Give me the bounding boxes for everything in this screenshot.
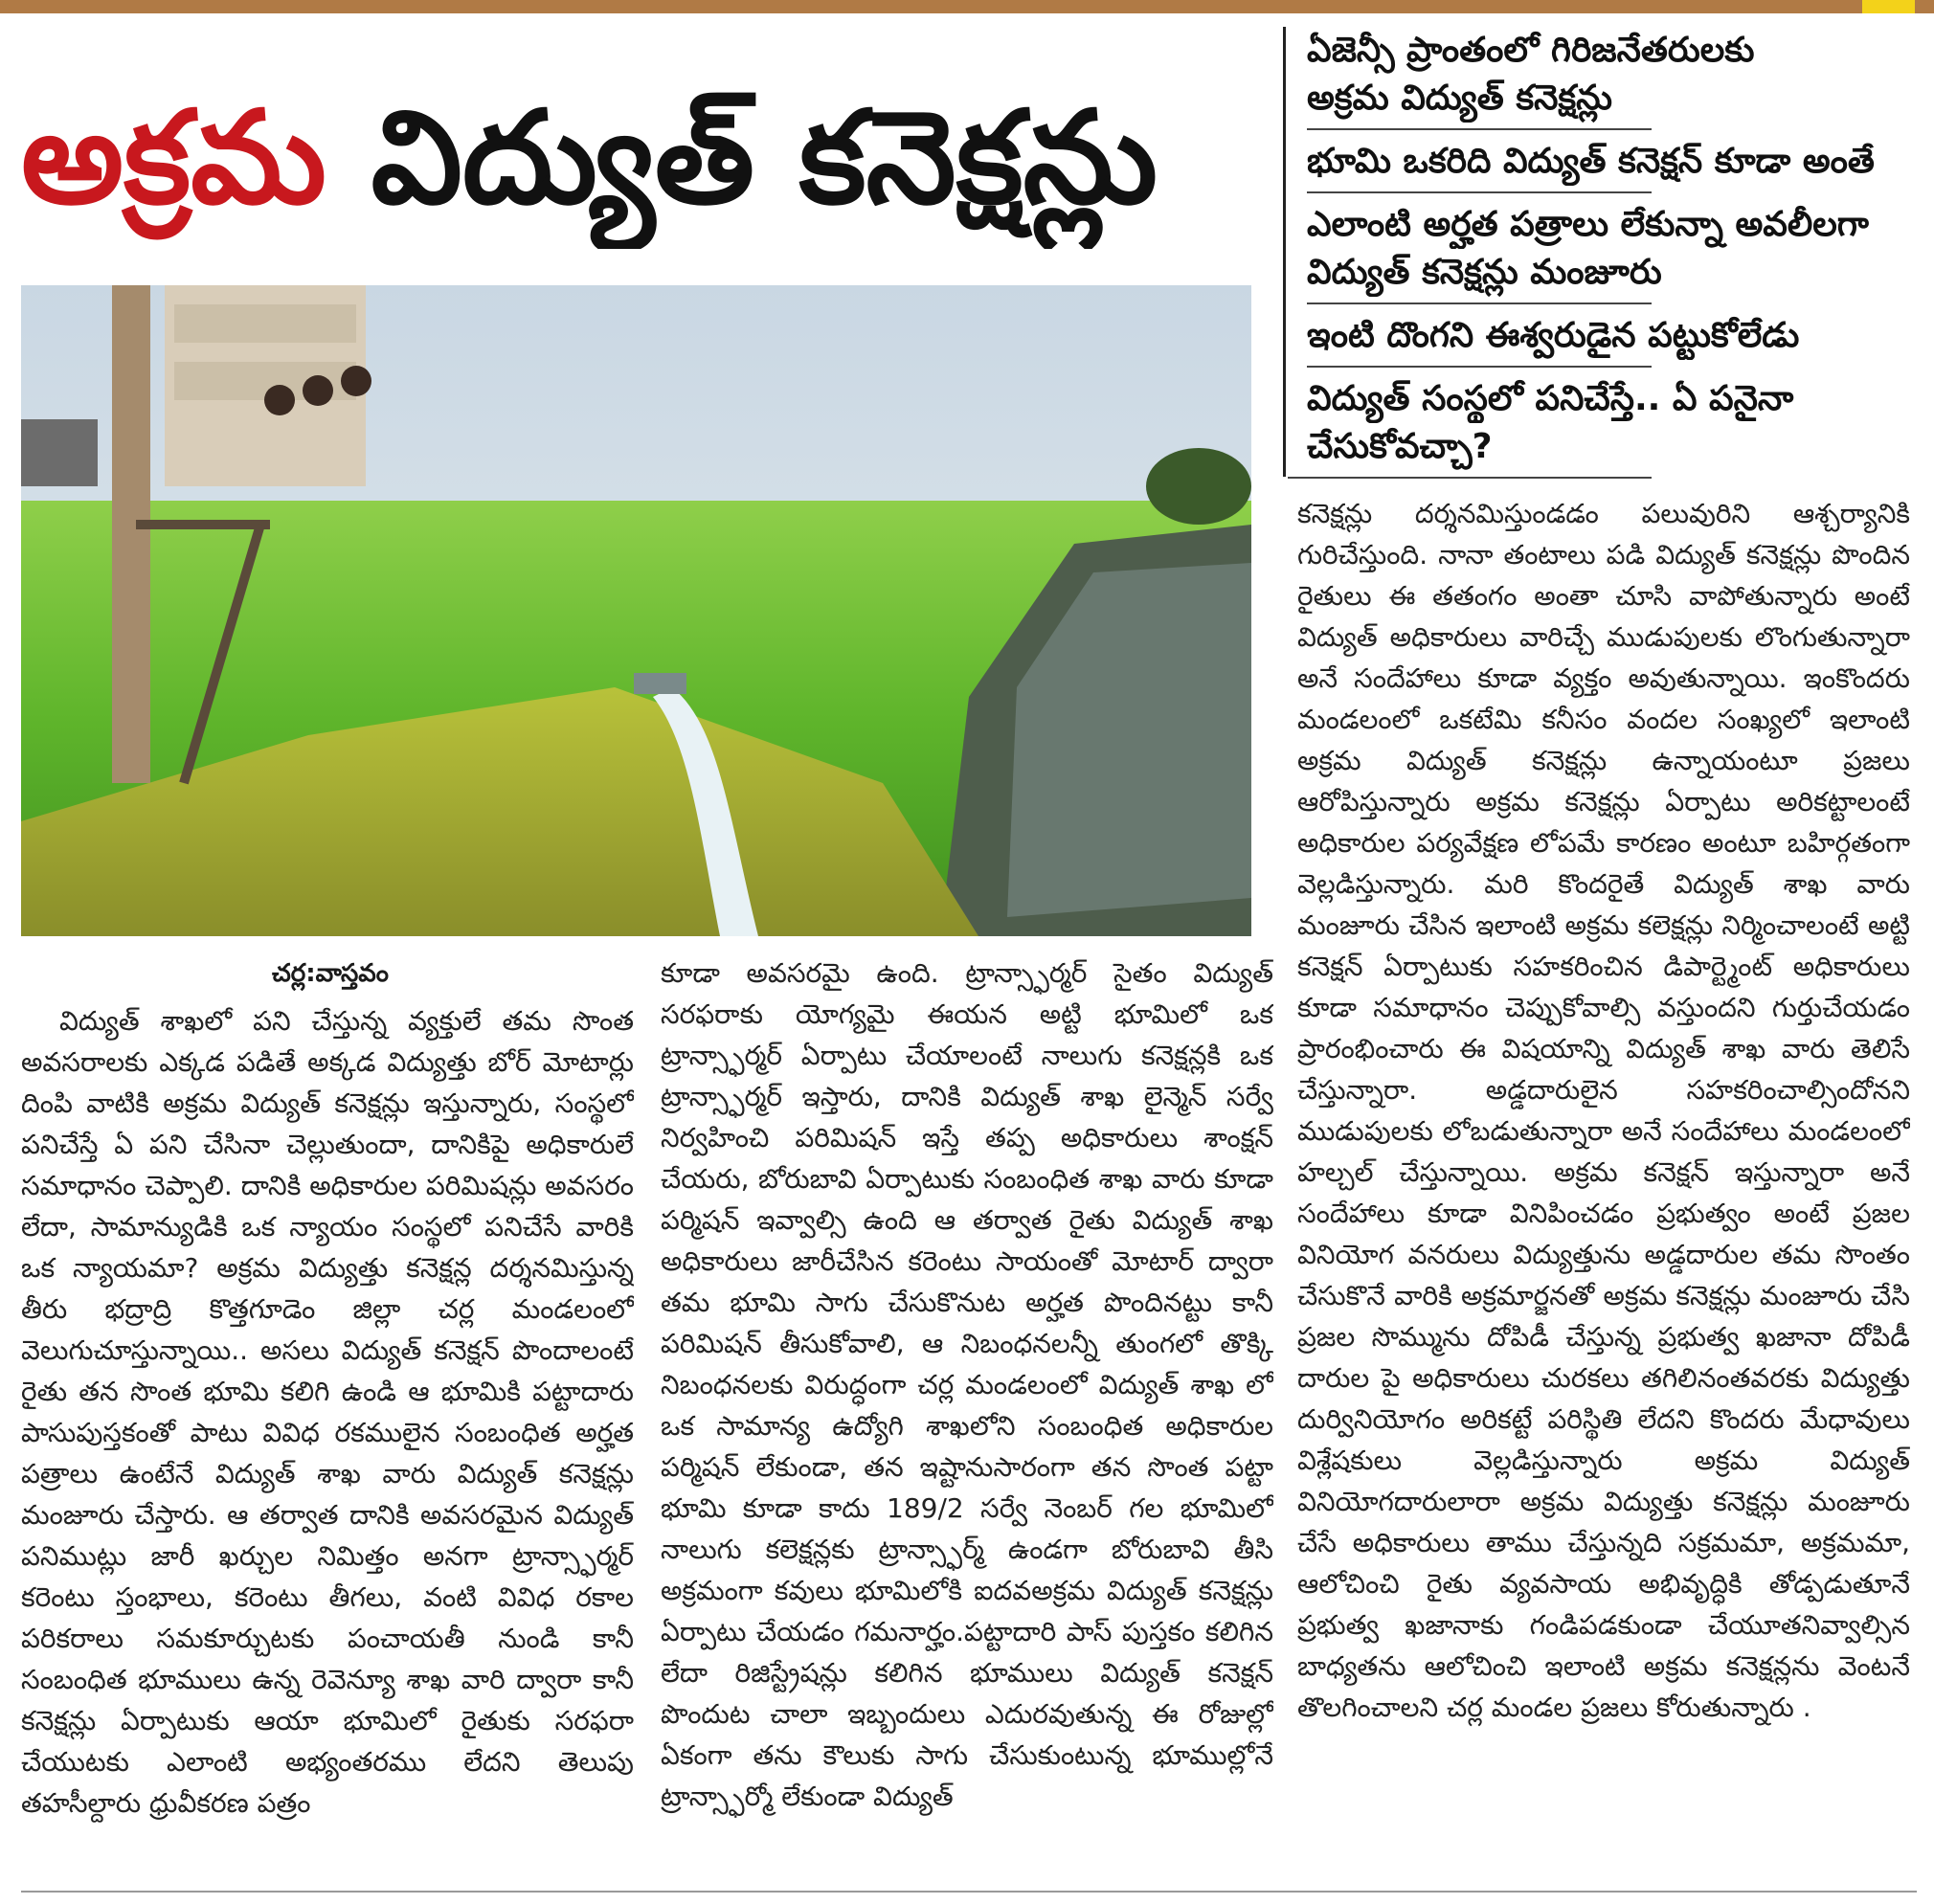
subhead-divider — [1283, 27, 1286, 477]
bottom-rule — [21, 1891, 1917, 1893]
sub-headline: అక్రమ విద్యుత్ కనెక్షన్లు — [1307, 78, 1612, 118]
headline-black-part: విద్యుత్ కనెక్షన్లు — [371, 83, 1158, 233]
article-column-1: విద్యుత్ శాఖలో పని చేస్తున్న వ్యక్తులే తమ సొంత అవసరాలకు ఎక్కడ పడితే అక్కడ విద్యుత్తు బోర్ మోటార్లు దింపి వాటికి అక్రమ విద్యుత్ కనెక్షన్లు ఇస్తున్నారు, సంస్థలో పనిచేస్తే ఏ పని చేసినా చెల్లుతుందా, దానికిపై అధికారులే సమాధానం చెప్పాలి. దానికి అధికారుల పరిమిషన్లు అవసరం లేదా, సామాన్యుడికి ఒక న్యాయం సంస్థలో పనిచేసే వారికి ఒక న్యాయమా? అక్రమ విద్యుత్తు కనెక్షన్ల దర్శనమిస్తున్న తీరు భద్రాద్రి కొత్తగూడెం జిల్లా చర్ల మండలంలో వెలుగుచూస్తున్నాయి.. అసలు విద్యుత్ కనెక్షన్ పొందాలంటే రైతు తన సొంత భూమి కలిగి ఉండి ఆ భూమికి పట్టాదారు పాసుపుస్తకంతో పాటు వివిధ రకములైన సంబంధిత అర్హత పత్రాలు ఉంటేనే విద్యుత్ శాఖ వారు విద్యుత్ కనెక్షన్లు మంజూరు చేస్తారు. ఆ తర్వాత దానికి అవసరమైన విద్యుత్ పనిముట్లు జారీ ఖర్చుల నిమిత్తం అనగా ట్రాన్స్ఫార్మర్ కరెంటు స్తంభాలు, కరెంటు తీగలు, వంటి వివిధ రకాల పరికరాలు సమకూర్చుటకు పంచాయతీ నుండి కానీ సంబంధిత భూములు ఉన్న రెవెన్యూ శాఖ వారి ద్వారా కానీ కనెక్షన్లు ఏర్పాటుకు ఆయా భూమిలో రైతుకు సరఫరా చేయుటకు ఎలాంటి అభ్యంతరము లేదని తెలుపు తహసీల్దారు ధ్రువీకరణ పత్రం — [21, 1005, 634, 1819]
sub-separator — [1307, 366, 1652, 368]
sub-separator — [1307, 302, 1652, 304]
photo-caption: చర్ల:వాస్తవం — [272, 959, 389, 988]
sub-headlines — [1307, 27, 1920, 471]
sub-headline: విద్యుత్ కనెక్షన్లు మంజూరు — [1307, 253, 1662, 292]
headline — [21, 67, 1294, 249]
article-column-3: కనెక్షన్లు దర్శనమిస్తుండడం పలువురిని ఆశ్చర్యానికి గురిచేస్తుంది. నానా తంటాలు పడి విద్యుత్ కనెక్షన్లు పొందిన రైతులు ఈ తతంగం అంతా చూసి వాపోతున్నారు అంటే విద్యుత్ అధికారులు వారిచ్చే ముడుపులకు లొంగుతున్నారా అనే సందేహాలు కూడా వ్యక్తం అవుతున్నాయి. ఇంకొందరు మండలంలో ఒకటేమి కనీసం వందల సంఖ్యలో ఇలాంటి అక్రమ విద్యుత్ కనెక్షన్లు ఉన్నాయంటూ ప్రజలు ఆరోపిస్తున్నారు అక్రమ కనెక్షన్లు ఏర్పాటు అరికట్టాలంటే అధికారుల పర్యవేక్షణ లోపమే కారణం అంటూ బహిర్గతంగా వెల్లడిస్తున్నారు. మరి కొందరైతే విద్యుత్ శాఖ వారు మంజూరు చేసిన ఇలాంటి అక్రమ కలెక్షన్లు నిర్మించాలంటే అట్టి కనెక్షన్ ఏర్పాటుకు సహకరించిన డిపార్ట్మెంట్ అధికారులు కూడా సమాధానం చెప్పుకోవాల్సి వస్తుందని గుర్తుచేయడం ప్రారంభించారు ఈ విషయాన్ని విద్యుత్ శాఖ వారు తెలిసే చేస్తున్నారా. అడ్డదారులైన సహకరించాల్సిందోనని ముడుపులకు లోబడుతున్నారా అనే సందేహాలు మండలంలో హల్చల్ చేస్తున్నాయి. అక్రమ కనెక్షన్ ఇస్తున్నారా అనే సందేహాలు కూడా వినిపించడం ప్రభుత్వం అంటే ప్రజల వినియోగ వనరులు విద్యుత్తును అడ్డదారుల తమ సొంతం చేసుకొనే వారికి అక్రమార్జనతో అక్రమ కనెక్షన్లు మంజూరు చేసి ప్రజల సొమ్మును దోపిడీ చేస్తున్న ప్రభుత్వ ఖజానా దోపిడీ దారుల పై అధికారులు చురకలు తగిలినంతవరకు విద్యుత్తు దుర్వినియోగం అరికట్టే పరిస్థితి లేదని కొందరు మేధావులు విశ్లేషకులు వెల్లడిస్తున్నారు అక్రమ విద్యుత్ వినియోగదారులారా అక్రమ విద్యుత్తు కనెక్షన్లు మంజూరు చేసే అధికారులు తాము చేస్తున్నది సక్రమమా, అక్రమమా, ఆలోచించి రైతు వ్యవసాయ అభివృద్ధికి తోడ్పడుతూనే ప్రభుత్వ ఖజానాకు గండిపడకుండా చేయూతనివ్వాల్సిన బాధ్యతను ఆలోచించి ఇలాంటి అక్రమ కనెక్షన్లను వెంటనే తొలగించాలని చర్ల మండల ప్రజలు కోరుతున్నారు . — [1297, 498, 1910, 1723]
top-banner-accent — [1862, 0, 1915, 13]
sub-headline: ఎలాంటి అర్హత పత్రాలు లేకున్నా అవలీలగా — [1307, 205, 1869, 244]
sub-headline: ఇంటి దొంగని ఈశ్వరుడైన పట్టుకోలేడు — [1307, 316, 1800, 355]
headline-red-part: అక్రమ — [21, 83, 326, 233]
sub-headline: భూమి ఒకరిది విద్యుత్ కనెక్షన్ కూడా అంతే — [1307, 142, 1875, 181]
sub-headline: చేసుకోవచ్చా? — [1307, 427, 1493, 466]
sub-separator — [1307, 128, 1652, 130]
sub-separator — [1307, 191, 1652, 193]
sub-headline: ఏజెన్సీ ప్రాంతంలో గిరిజనేతరులకు — [1307, 31, 1755, 70]
farm-field-transformer-photo-icon — [21, 285, 1251, 936]
top-banner-strip — [0, 0, 1934, 13]
article-column-2: కూడా అవసరమై ఉంది. ట్రాన్స్ఫార్మర్ సైతం విద్యుత్ సరఫరాకు యోగ్యమై ఈయన అట్టి భూమిలో ఒక ట్రాన్స్ఫార్మర్ ఏర్పాటు చేయాలంటే నాలుగు కనెక్షన్లకి ఒక ట్రాన్స్ఫార్మర్ ఇస్తారు, దానికి విద్యుత్ శాఖ లైన్మెన్ సర్వే నిర్వహించి పరిమిషన్ ఇస్తే తప్ప అధికారులు శాంక్షన్ చేయరు, బోరుబావి ఏర్పాటుకు సంబంధిత శాఖ వారు కూడా పర్మిషన్ ఇవ్వాల్సి ఉంది ఆ తర్వాత రైతు విద్యుత్ శాఖ అధికారులు జారీచేసిన కరెంటు సాయంతో మోటార్ ద్వారా తమ భూమి సాగు చేసుకొనుట అర్హత పొందినట్టు కానీ పరిమిషన్ తీసుకోవాలి, ఆ నిబంధనలన్నీ తుంగలో తొక్కి నిబంధనలకు విరుద్ధంగా చర్ల మండలంలో విద్యుత్ శాఖ లో ఒక సామాన్య ఉద్యోగి శాఖలోని సంబంధిత అధికారుల పర్మిషన్ లేకుండా, తన ఇష్టానుసారంగా తన సొంత పట్టా భూమి కూడా కాదు 189/2 సర్వే నెంబర్ గల భూమిలో నాలుగు కలెక్షన్లకు ట్రాన్స్ఫార్మ్ ఉండగా బోరుబావి తీసి అక్రమంగా కవులు భూమిలోకి ఐదవఅక్రమ విద్యుత్ కనెక్షన్లు ఏర్పాటు చేయడం గమనార్హం.పట్టాదారి పాస్ పుస్తకం కలిగిన లేదా రిజిస్ట్రేషన్లు కలిగిన భూములు విద్యుత్ కనెక్షన్ పొందుట చాలా ఇబ్బందులు ఎదురవుతున్న ఈ రోజుల్లో ఏకంగా తను కౌలుకు సాగు చేసుకుంటున్న భూముల్లోనే ట్రాన్స్ఫార్మో లేకుండా విద్యుత్ — [661, 957, 1273, 1812]
sub-headline: విద్యుత్ సంస్థలో పనిచేస్తే.. ఏ పనైనా — [1307, 379, 1794, 418]
subhead-end-rule — [1288, 477, 1652, 479]
news-photo — [21, 285, 1251, 936]
